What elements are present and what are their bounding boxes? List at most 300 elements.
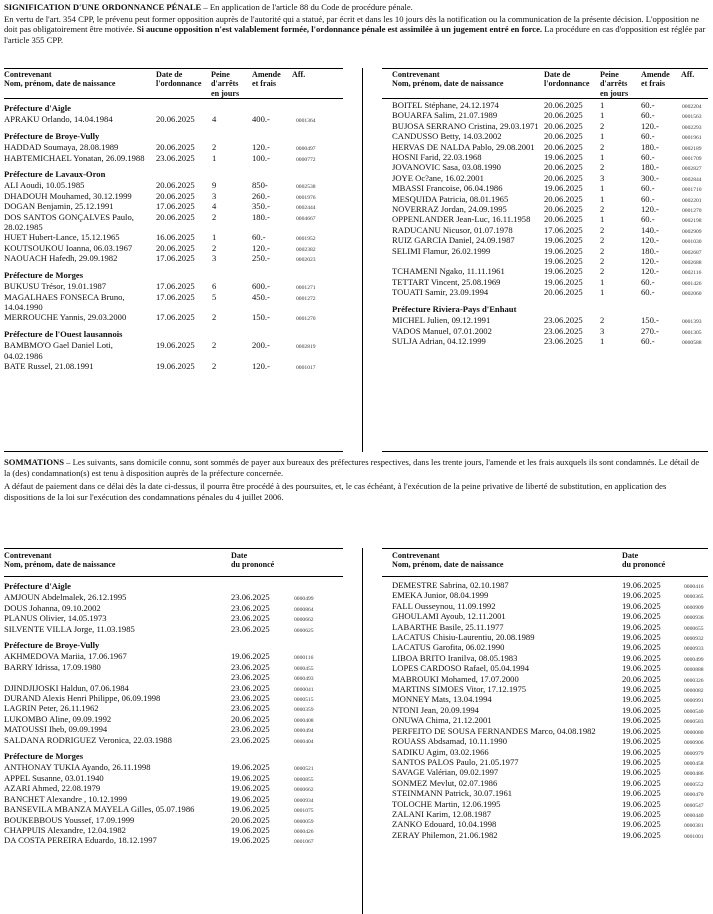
prononce-date: 19.06.2025 xyxy=(231,762,270,773)
peine-jours: 1 xyxy=(600,335,605,346)
affaire-number: 0000381 xyxy=(684,823,704,830)
table-row xyxy=(4,180,349,190)
table-rule xyxy=(382,98,708,99)
contrevenant-name: BATE Russel, 21.08.1991 xyxy=(4,360,94,371)
prononce-date: 20.06.2025 xyxy=(231,814,270,825)
affaire-number: 0000493 xyxy=(294,676,314,683)
ordonnance-date: 19.06.2025 xyxy=(544,266,583,277)
table-row xyxy=(392,684,710,694)
amende-frais: 200.- xyxy=(252,340,270,351)
contrevenant-name: TOUATI Samir, 23.09.1994 xyxy=(392,287,489,298)
peine-jours: 1 xyxy=(600,100,605,110)
sommations-intro xyxy=(4,457,706,503)
prononce-date: 19.06.2025 xyxy=(622,756,661,767)
sommations-p2: A défaut de paiement dans ce délai dès la date ci-dessus, il pourra être procédé à des poursuites, et, le cas échéant, à l'exécution de la peine privative de liberté de substitution, en application des dispositions de la loi sur l'exécution des condamnations pénales du 4 juillet 2006. xyxy=(4,481,667,502)
peine-jours: 4 xyxy=(212,201,217,212)
contrevenant-name: LAGRIN Peter, 26.11.1962 xyxy=(4,703,99,714)
peine-jours: 2 xyxy=(600,224,605,235)
contrevenant-name: EMEKA Junior, 08.04.1999 xyxy=(392,590,489,601)
prononce-date: 19.06.2025 xyxy=(622,580,661,590)
affaire-number: 0000059 xyxy=(294,818,314,825)
contrevenant-name: MBASSI Francoise, 06.04.1986 xyxy=(392,183,503,194)
ordonnance-date: 20.06.2025 xyxy=(156,190,195,201)
affaire-number: 0000625 xyxy=(294,627,314,634)
affaire-number: 0001709 xyxy=(682,156,702,163)
ordonnance-date: 19.06.2025 xyxy=(544,235,583,246)
amende-frais: 60.- xyxy=(641,276,655,287)
ordonnance-date: 20.06.2025 xyxy=(544,193,583,204)
amende-frais: 150.- xyxy=(252,312,270,323)
ordonnance-date: 20.06.2025 xyxy=(544,204,583,215)
sommation-header-left xyxy=(4,551,344,575)
contrevenant-name: NAOUACH Hafedh, 29.09.1982 xyxy=(4,253,118,264)
prefecture-heading: Préfecture d'Aigle xyxy=(4,581,71,591)
peine-jours: 6 xyxy=(212,281,217,292)
affaire-number: 0000583 xyxy=(684,719,704,726)
peine-jours: 2 xyxy=(212,340,217,351)
ordonnance-date: 20.06.2025 xyxy=(544,120,583,131)
contrevenant-name: MONNEY Mats, 13.04.1994 xyxy=(392,694,492,705)
contrevenant-name: AMJOUN Abdelmalek, 26.12.1995 xyxy=(4,592,127,603)
affaire-number: 0001017 xyxy=(296,364,316,371)
header-peine: Peine d'arrêts en jours xyxy=(600,70,629,98)
prononce-date: 19.06.2025 xyxy=(622,684,661,695)
ordonnance-date: 20.06.2025 xyxy=(544,172,583,183)
peine-jours: 2 xyxy=(212,211,217,222)
contrevenant-name: TOLOCHE Martin, 12.06.1995 xyxy=(392,798,501,809)
affaire-number: 0000499 xyxy=(294,596,314,603)
ordonnance-date: 17.06.2025 xyxy=(156,253,195,264)
contrevenant-name: MESQUIDA Patricia, 08.01.1965 xyxy=(392,193,509,204)
amende-frais: 60.- xyxy=(641,214,655,225)
prononce-date: 19.06.2025 xyxy=(622,798,661,809)
amende-frais: 350.- xyxy=(252,201,270,212)
table-row xyxy=(392,277,710,287)
affaire-number: 0002023 xyxy=(296,257,316,264)
peine-jours: 1 xyxy=(600,193,605,204)
ordonnance-date: 19.06.2025 xyxy=(544,183,583,194)
table-row xyxy=(392,152,710,162)
affaire-number: 0001710 xyxy=(682,187,702,194)
table-row xyxy=(392,100,710,110)
contrevenant-name: DHADOUH Mouhamed, 30.12.1999 xyxy=(4,190,132,201)
table-row xyxy=(4,340,349,361)
prononce-date: 23.06.2025 xyxy=(231,693,270,704)
contrevenant-name: ZALANI Karim, 12.08.1987 xyxy=(392,808,492,819)
contrevenant-name: BUKUSU Trésor, 19.01.1987 xyxy=(4,281,107,292)
contrevenant-name: MICHEL Julien, 09.12.1991 xyxy=(392,315,491,326)
header-aff: Aff. xyxy=(681,70,695,79)
affaire-number: 0000458 xyxy=(684,760,704,767)
prononce-date: 19.06.2025 xyxy=(622,611,661,622)
table-row xyxy=(4,804,349,814)
table-row xyxy=(392,653,710,663)
contrevenant-name: MARTINS SIMOES Vitor, 17.12.1975 xyxy=(392,684,527,695)
header-contrevenant: Contrevenant Nom, prénom, date de naissance xyxy=(392,551,504,570)
amende-frais: 60.- xyxy=(252,232,266,243)
affaire-number: 0000497 xyxy=(296,146,316,153)
ordonnance-title-line xyxy=(4,2,706,13)
notice-bold-text: Si aucune opposition n'est valablement formée, l'ordonnance pénale est assimilée à un jugement entré en force. xyxy=(136,24,543,35)
amende-frais: 60.- xyxy=(641,100,655,110)
table-rule xyxy=(4,548,343,549)
peine-jours: 2 xyxy=(600,204,605,215)
prononce-date: 19.06.2025 xyxy=(622,808,661,819)
table-row xyxy=(392,315,710,325)
table-rule xyxy=(4,68,343,69)
amende-frais: 180.- xyxy=(252,211,270,222)
header-peine: Peine d'arrêts en jours xyxy=(211,70,240,98)
ordonnance-date: 16.06.2025 xyxy=(156,232,195,243)
contrevenant-name: JOVANOVIC Sasa, 03.08.1990 xyxy=(392,162,501,173)
ordonnance-date: 19.06.2025 xyxy=(156,360,195,371)
prefecture-heading: Préfecture Riviera-Pays d'Enhaut xyxy=(392,303,517,314)
prononce-date: 23.06.2025 xyxy=(231,703,270,714)
prononce-date: 20.06.2025 xyxy=(622,673,661,684)
table-row xyxy=(4,783,349,793)
prononce-date: 19.06.2025 xyxy=(622,704,661,715)
contrevenant-name: PERFEITO DE SOUSA FERNANDES Marco, 04.08.1982 xyxy=(392,725,596,736)
prononce-date: 19.06.2025 xyxy=(622,694,661,705)
prononce-date: 23.06.2025 xyxy=(231,602,270,613)
notice-end-text: La procédure en cas d'opposition est réglée par l'article 355 CPP. xyxy=(4,24,706,45)
contrevenant-name: MAGALHAES FONSECA Bruno, 14.04.1990 xyxy=(4,291,125,312)
peine-jours: 2 xyxy=(600,256,605,267)
contrevenant-name: HOSNI Farid, 22.03.1968 xyxy=(392,152,482,163)
contrevenant-name: HERVAS DE NALDA Pablo, 29.08.2001 xyxy=(392,141,535,152)
affaire-number: 0000116 xyxy=(294,655,314,662)
contrevenant-name: BOITEL Stéphane, 24.12.1974 xyxy=(392,100,499,110)
table-row xyxy=(4,825,349,835)
prononce-date: 19.06.2025 xyxy=(622,777,661,788)
amende-frais: 60.- xyxy=(641,287,655,298)
ordonnance-intro xyxy=(4,2,706,46)
amende-frais: 180.- xyxy=(641,141,659,152)
prononce-date: 19.06.2025 xyxy=(622,715,661,726)
amende-frais: 300.- xyxy=(641,172,659,183)
contrevenant-name: SADIKU Agim, 03.02.1966 xyxy=(392,746,489,757)
peine-jours: 2 xyxy=(212,242,217,253)
affaire-number: 0000540 xyxy=(684,708,704,715)
table-row xyxy=(4,592,349,602)
table-row xyxy=(392,110,710,120)
table-row xyxy=(4,613,349,623)
ordonnance-date: 23.06.2025 xyxy=(156,152,195,163)
prononce-date: 19.06.2025 xyxy=(231,783,270,794)
contrevenant-name: LOPES CARDOSO Rafael, 05.04.1994 xyxy=(392,663,530,674)
contrevenant-name: LACATUS Garofita, 06.02.1990 xyxy=(392,642,505,653)
contrevenant-name: CHAPPUIS Alexandre, 12.04.1982 xyxy=(4,824,126,835)
table-row xyxy=(392,778,710,788)
contrevenant-name: HUET Hubert-Lance, 15.12.1965 xyxy=(4,232,120,243)
table-rule xyxy=(382,576,708,577)
peine-jours: 3 xyxy=(600,172,605,183)
affaire-number: 0001426 xyxy=(682,280,702,287)
table-row xyxy=(4,361,349,371)
contrevenant-name: SELIMI Flamur, 26.02.1999 xyxy=(392,245,491,256)
table-row xyxy=(392,788,710,798)
sommation-list-right xyxy=(392,580,710,840)
table-row xyxy=(392,287,710,297)
table-row xyxy=(4,662,349,683)
ordonnance-date: 20.06.2025 xyxy=(156,114,195,125)
table-row xyxy=(392,611,710,621)
affaire-number: 0002687 xyxy=(682,249,702,256)
affaire-number: 0000909 xyxy=(684,604,704,611)
affaire-number: 0000426 xyxy=(294,828,314,835)
table-row xyxy=(392,715,710,725)
affaire-number: 0000455 xyxy=(294,665,314,672)
amende-frais: 150.- xyxy=(641,315,659,326)
peine-jours: 2 xyxy=(600,315,605,326)
ordonnance-date: 20.06.2025 xyxy=(156,180,195,191)
contrevenant-name: AKHMEDOVA Mariia, 17.06.1967 xyxy=(4,651,127,662)
table-row xyxy=(392,819,710,829)
ordonnance-notice xyxy=(4,14,706,46)
header-aff: Aff. xyxy=(292,70,306,79)
table-row xyxy=(4,762,349,772)
amende-frais: 60.- xyxy=(641,110,655,121)
notice-text: En vertu de l'art. 354 CPP, le prévenu peut former opposition auprès de l'autorité qui a statué, par écrit et dans les 10 jours dès la notification ou la communication de la présente décision. L'opposition ne doit pas obligatoirement être motivée. xyxy=(4,13,700,35)
peine-jours: 1 xyxy=(600,110,605,121)
affaire-number: 0001271 xyxy=(296,285,316,292)
table-row xyxy=(4,212,349,233)
table-row xyxy=(392,246,710,267)
contrevenant-name: LACATUS Chisiu-Laurentiu, 20.08.1989 xyxy=(392,632,535,643)
contrevenant-name: DOUS Johanna, 09.10.2002 xyxy=(4,602,101,613)
peine-jours: 9 xyxy=(212,180,217,191)
table-row xyxy=(4,253,349,263)
table-rule xyxy=(4,451,343,452)
table-row xyxy=(392,747,710,757)
contrevenant-name: APRAKU Orlando, 14.04.1984 xyxy=(4,114,113,125)
ordonnance-date: 20.06.2025 xyxy=(156,142,195,153)
table-row xyxy=(4,683,349,693)
table-row xyxy=(392,663,710,673)
amende-frais: 180.- xyxy=(641,245,659,256)
table-row xyxy=(392,173,710,183)
table-row xyxy=(4,243,349,253)
table-rule xyxy=(382,451,708,452)
affaire-number: 0000082 xyxy=(684,688,704,695)
amende-frais: 60.- xyxy=(641,335,655,346)
contrevenant-name: HABTEMICHAEL Yonatan, 26.09.1988 xyxy=(4,152,145,163)
affaire-number: 0002819 xyxy=(296,344,316,351)
peine-jours: 2 xyxy=(600,141,605,152)
table-row xyxy=(392,694,710,704)
affaire-number: 0001270 xyxy=(682,208,702,215)
prononce-date: 19.06.2025 xyxy=(622,819,661,830)
contrevenant-name: RADUCANU Nicusor, 01.07.1978 xyxy=(392,224,513,235)
amende-frais: 120.- xyxy=(641,266,659,277)
amende-frais: 120.- xyxy=(252,360,270,371)
contrevenant-name: ROUASS Abdsamad, 10.11.1990 xyxy=(392,736,507,747)
contrevenant-name: MATOUSSI Iheb, 09.09.1994 xyxy=(4,724,108,735)
affaire-number: 0001952 xyxy=(296,236,316,243)
prononce-date: 19.06.2025 xyxy=(622,725,661,736)
affaire-number: 0000494 xyxy=(294,728,314,735)
table-row xyxy=(392,214,710,224)
header-date: Date de l'ordonnance xyxy=(156,70,202,89)
affaire-number: 0002189 xyxy=(682,145,702,152)
affaire-number: 0000547 xyxy=(684,802,704,809)
peine-jours: 1 xyxy=(600,287,605,298)
prefecture-heading: Préfecture de Morges xyxy=(4,269,84,280)
table-rule xyxy=(382,68,708,69)
ordonnance-date: 19.06.2025 xyxy=(544,256,583,267)
contrevenant-name: PLANUS Olivier, 14.05.1973 xyxy=(4,613,107,624)
header-date-prononce: Date du prononcé xyxy=(622,551,666,570)
contrevenant-name: ONUWA Chima, 21.12.2001 xyxy=(392,715,492,726)
contrevenant-name: BAMBMO'O Gael Daniel Loti, 04.02.1986 xyxy=(4,340,113,361)
ordonnance-date: 20.06.2025 xyxy=(156,211,195,222)
table-row xyxy=(4,703,349,713)
table-row xyxy=(392,162,710,172)
peine-jours: 2 xyxy=(600,162,605,173)
ordonnance-list-left xyxy=(4,100,349,371)
sommations-title: SOMMATIONS xyxy=(4,457,65,467)
table-row xyxy=(4,281,349,291)
affaire-number: 0001001 xyxy=(684,833,704,840)
affaire-number: 0001563 xyxy=(682,114,702,121)
contrevenant-name: SONMEZ Mevlut, 02.07.1986 xyxy=(392,777,498,788)
affaire-number: 0000906 xyxy=(684,740,704,747)
prononce-date: 19.06.2025 xyxy=(622,642,661,653)
contrevenant-name: SILVENTE VILLA Jorge, 11.03.1985 xyxy=(4,623,135,634)
affaire-number: 0000936 xyxy=(684,615,704,622)
contrevenant-name: MERROUCHE Yannis, 29.03.2000 xyxy=(4,312,127,323)
ordonnance-header-right xyxy=(392,70,712,98)
table-row xyxy=(392,580,710,590)
peine-jours: 2 xyxy=(600,245,605,256)
contrevenant-name: DURAND Alexis Henri Philippe, 06.09.1998 xyxy=(4,693,161,704)
peine-jours: 3 xyxy=(600,325,605,336)
amende-frais: 270.- xyxy=(641,325,659,336)
ordonnance-date: 17.06.2025 xyxy=(156,201,195,212)
ordonnance-title-rest: – En application de l'article 88 du Code de procédure pénale. xyxy=(201,2,413,12)
contrevenant-name: TETTART Vincent, 25.08.1969 xyxy=(392,276,501,287)
affaire-number: 0002060 xyxy=(682,291,702,298)
contrevenant-name: STEINMANN Patrick, 30.07.1961 xyxy=(392,788,513,799)
table-rule xyxy=(382,548,708,549)
affaire-number: 0000662 xyxy=(294,787,314,794)
affaire-number: 0001961 xyxy=(682,135,702,142)
prefecture-heading: Préfecture de l'Ouest lausannois xyxy=(4,328,123,339)
affaire-number: 0002201 xyxy=(682,197,702,204)
table-row xyxy=(4,153,349,163)
contrevenant-name: DOS SANTOS GONÇALVES Paulo, 28.02.1985 xyxy=(4,211,134,233)
affaire-number: 0000440 xyxy=(684,812,704,819)
table-row xyxy=(392,590,710,600)
ordonnance-date: 17.06.2025 xyxy=(156,312,195,323)
affaire-number: 0000934 xyxy=(294,797,314,804)
table-row xyxy=(392,266,710,276)
affaire-number: 0000080 xyxy=(684,729,704,736)
peine-jours: 1 xyxy=(600,152,605,163)
contrevenant-name: CANDUSSO Betty, 14.03.2002 xyxy=(392,131,502,142)
affaire-number: 0000772 xyxy=(296,156,316,163)
contrevenant-name: KOUTSOUKOU Ioanna, 06.03.1967 xyxy=(4,242,133,253)
prononce-date: 19.06.2025 xyxy=(231,804,270,815)
table-row xyxy=(4,651,349,661)
ordonnance-list-right xyxy=(392,100,710,346)
affaire-number: 0001067 xyxy=(294,839,314,846)
table-row xyxy=(4,142,349,152)
peine-jours: 1 xyxy=(600,214,605,225)
ordonnance-date: 20.06.2025 xyxy=(544,131,583,142)
affaire-number: 0000855 xyxy=(294,776,314,783)
affaire-number: 0001393 xyxy=(682,319,702,326)
sommations-p1: – Les suivants, sans domicile connu, sont sommés de payer aux bureaux des préfectures respectives, dans les trente jours, l'amende et les frais auxquels ils sont condamnés. Le détail de la (des) condamnation(s) est tenu à disposition auprès de la préfecture concernée. xyxy=(4,457,700,478)
prononce-date: 23.06.2025 xyxy=(231,724,270,735)
contrevenant-name: ANTHONAY TUKIA Ayando, 26.11.1998 xyxy=(4,762,151,773)
affaire-number: 0000933 xyxy=(684,646,704,653)
affaire-number: 0000588 xyxy=(682,339,702,346)
contrevenant-name: DA COSTA PEREIRA Eduardo, 18.12.1997 xyxy=(4,835,157,846)
contrevenant-name: BOUKEBBOUS Youssef, 17.09.1999 xyxy=(4,814,135,825)
affaire-number: 0002909 xyxy=(682,228,702,235)
table-row xyxy=(4,201,349,211)
affaire-number: 0001270 xyxy=(296,316,316,323)
peine-jours: 5 xyxy=(212,291,217,302)
contrevenant-name: SULJA Adrian, 04.12.1999 xyxy=(392,335,486,346)
header-contrevenant: Contrevenant Nom, prénom, date de naissance xyxy=(4,551,116,570)
contrevenant-name: LIBOA BRITO Iranilva, 08.05.1983 xyxy=(392,652,518,663)
amende-frais: 120.- xyxy=(641,204,659,215)
contrevenant-name: SAVAGE Valérian, 09.02.1997 xyxy=(392,767,499,778)
prononce-date: 19.06.2025 xyxy=(231,772,270,783)
sommations-text xyxy=(4,457,706,478)
column-divider xyxy=(362,68,363,452)
ordonnance-date: 20.06.2025 xyxy=(544,110,583,121)
header-contrevenant: Contrevenant Nom, prénom, date de naissance xyxy=(4,70,116,89)
affaire-number: 0000521 xyxy=(294,766,314,773)
header-contrevenant: Contrevenant Nom, prénom, date de naissance xyxy=(392,70,504,89)
affaire-number: 0002204 xyxy=(682,104,702,110)
affaire-number: 0000416 xyxy=(684,584,704,590)
prononce-date: 19.06.2025 xyxy=(622,829,661,840)
prononce-date: 19.06.2025 xyxy=(622,652,661,663)
table-row xyxy=(392,194,710,204)
table-row xyxy=(392,336,710,346)
prononce-date: 23.06.2025 xyxy=(231,661,270,672)
contrevenant-name: HADDAD Soumaya, 28.08.1989 xyxy=(4,142,119,153)
affaire-number: 0002827 xyxy=(682,166,702,173)
table-row xyxy=(392,726,710,736)
peine-jours: 2 xyxy=(600,120,605,131)
header-amende: Amende et frais xyxy=(252,70,281,89)
table-rule xyxy=(4,98,343,99)
prononce-date: 23.06.2025 xyxy=(231,672,270,683)
prononce-date: 23.06.2025 xyxy=(231,734,270,745)
affaire-number: 0002382 xyxy=(296,246,316,253)
ordonnance-date: 19.06.2025 xyxy=(544,245,583,256)
table-row xyxy=(392,736,710,746)
amende-frais: 600.- xyxy=(252,281,270,292)
affaire-number: 0000408 xyxy=(294,717,314,724)
prononce-date: 19.06.2025 xyxy=(231,793,270,804)
peine-jours: 2 xyxy=(212,312,217,323)
contrevenant-name: BANSEVILA MBANZA MAYELA Gilles, 05.07.1986 xyxy=(4,804,195,815)
amende-frais: 120.- xyxy=(252,142,270,153)
affaire-number: 0000655 xyxy=(684,625,704,632)
ordonnance-date: 20.06.2025 xyxy=(544,100,583,110)
affaire-number: 0000486 xyxy=(684,771,704,778)
ordonnance-date: 17.06.2025 xyxy=(544,224,583,235)
table-row xyxy=(392,705,710,715)
affaire-number: 0002538 xyxy=(296,184,316,191)
contrevenant-name: DJINDJIJOSKI Haldun, 07.06.1984 xyxy=(4,682,129,693)
